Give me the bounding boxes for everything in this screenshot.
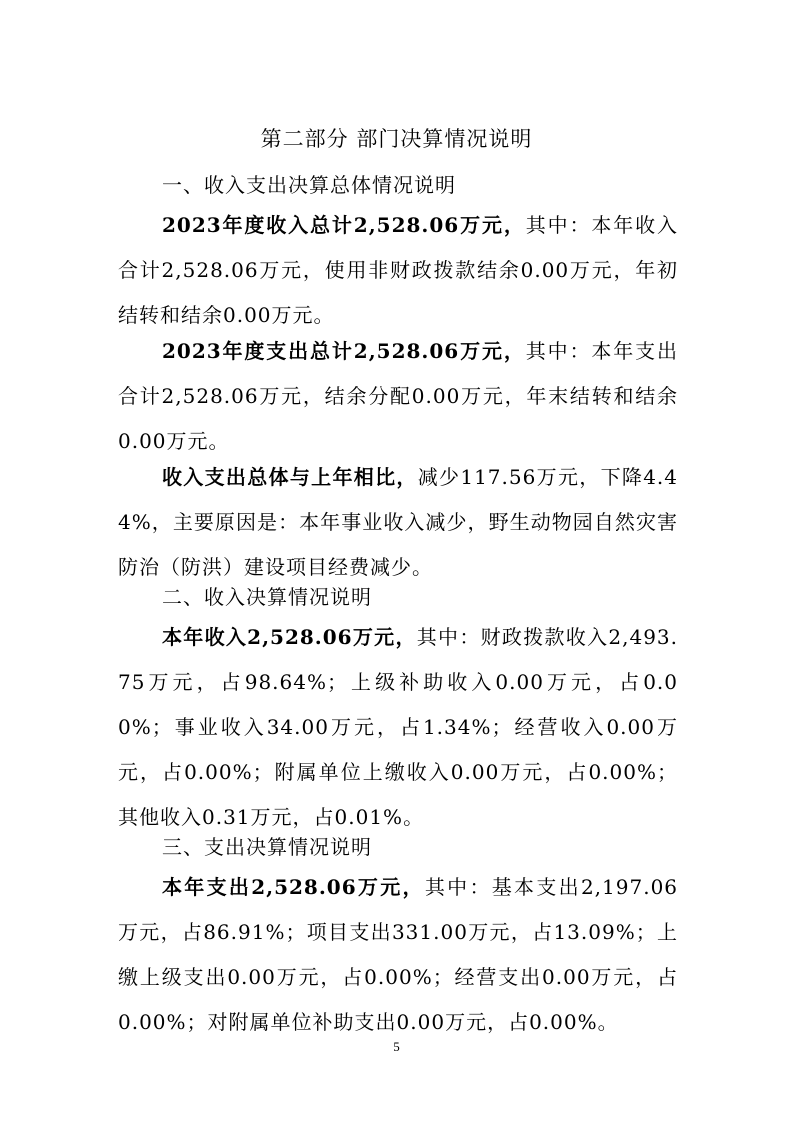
paragraph-expenditure-total (118, 329, 678, 464)
paragraph-income-total (118, 203, 678, 338)
paragraph-text: 其中：本年支出合计2,528.06万元，结余分配0.00万元，年末结转和结余0.00万元。 (118, 339, 678, 453)
paragraph-expenditure-detail (118, 865, 678, 1045)
paragraph-text: 其中：基本支出2,197.06万元，占86.91%；项目支出331.00万元，占13.09%；上缴上级支出0.00万元，占0.00%；经营支出0.00万元，占0.00%；对附属单位补助支出0.00万元，占0.00%。 (118, 875, 679, 1034)
paragraph-text: 减少117.56万元，下降4.44%，主要原因是：本年事业收入减少，野生动物园自然灾害防治（防洪）建设项目经费减少。 (118, 465, 679, 579)
paragraph-text: 其中：财政拨款收入2,493.75万元，占98.64%；上级补助收入0.00万元，占0.00%；事业收入34.00万元，占1.34%；经营收入0.00万元，占0.00%；附属单位上缴收入0.00万元，占0.00%；其他收入0.31万元，占0.01%。 (118, 625, 679, 829)
section-heading-income: 二、收入决算情况说明 (162, 585, 372, 609)
paragraph-lead: 2023年度支出总计2,528.06万元， (162, 339, 526, 363)
paragraph-year-comparison (118, 455, 678, 590)
page-title: 第二部分 部门决算情况说明 (260, 127, 533, 151)
paragraph-lead: 本年收入2,528.06万元， (162, 625, 417, 649)
paragraph-lead: 2023年度收入总计2,528.06万元， (162, 213, 526, 237)
paragraph-lead: 收入支出总体与上年相比， (162, 465, 418, 489)
section-heading-overview: 一、收入支出决算总体情况说明 (162, 173, 456, 197)
paragraph-lead: 本年支出2,528.06万元， (162, 875, 425, 899)
page-number: 5 (393, 1039, 400, 1054)
paragraph-text: 其中：本年收入合计2,528.06万元，使用非财政拨款结余0.00万元，年初结转和结余0.00万元。 (118, 213, 678, 327)
section-heading-expenditure: 三、支出决算情况说明 (162, 835, 372, 859)
paragraph-income-detail (118, 615, 678, 840)
